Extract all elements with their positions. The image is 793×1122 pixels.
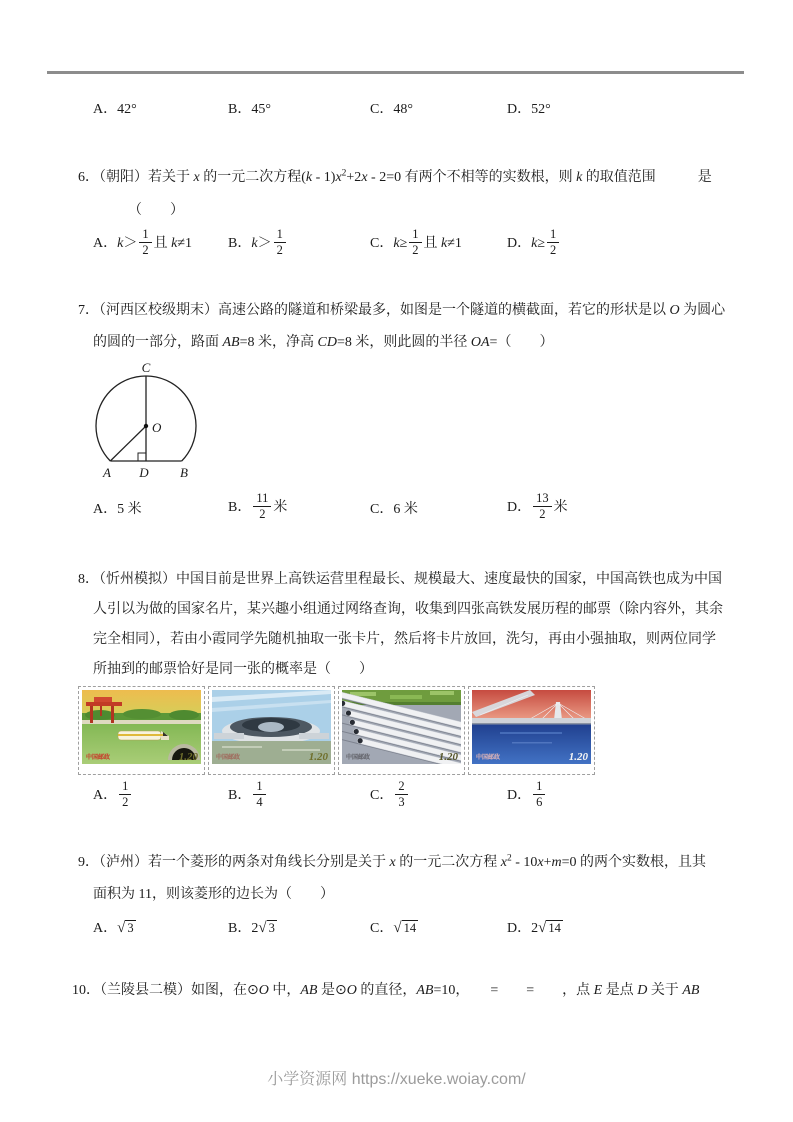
- question-8-text-line-2: 人引以为做的国家名片，某兴趣小组通过网络查询，收集到四张高铁发展历程的邮票（除内容外，其余: [93, 602, 723, 617]
- label-A: A: [103, 465, 111, 480]
- question-6-text: 6．（朝阳）若关于 x 的一元二次方程$(k - 1)x^2+2x - 2=0$ 有两个不相等的实数根，则 k 的取值范围 是: [78, 168, 712, 185]
- q8-option-c: C． $\frac{2}{3}$: [370, 781, 507, 811]
- stamp-denomination-text: 1.20: [438, 751, 458, 763]
- stamp-issuer-text: 中国邮政: [476, 755, 501, 761]
- site-footer: 小学资源网 https://xueke.woiay.com/: [267, 1071, 526, 1088]
- stamp-tunnel-train: [78, 686, 205, 775]
- question-7-text-line-2: 的圆的一部分，路面 AB=8 米，净高 CD=8 米，则此圆的半径 OA=（ ）: [93, 335, 554, 350]
- railway-station-stamp-image: [212, 690, 331, 764]
- q6-option-b: B．k＞ $\frac{1}{2}$: [228, 229, 370, 259]
- q5-option-d: D．52°: [507, 102, 551, 117]
- high-speed-train-icon: [118, 731, 169, 740]
- label-B: B: [180, 465, 188, 480]
- q7-option-b: B． $\frac{11}{2}$ 米: [228, 491, 288, 521]
- q9-option-c: C．√ 14: [370, 920, 417, 936]
- stamp-denomination-text: 1.20: [178, 751, 198, 763]
- stamp-issuer-text: 中国邮政: [86, 755, 111, 761]
- question-8-text-line-1: 8．（忻州模拟）中国目前是世界上高铁运营里程最长、规模最大、速度最快的国家，中国高铁也成为中国: [78, 572, 722, 587]
- stamp-denomination-text: 1.20: [308, 751, 328, 763]
- stamp-train-depot: [338, 686, 465, 775]
- question-6-options-row: [93, 225, 773, 263]
- q6-option-c: C．k≥ $\frac{1}{2}$ 且 k≠1: [370, 227, 462, 257]
- page-top-divider: [47, 71, 744, 74]
- q5-option-c: C．48°: [370, 102, 413, 117]
- train-depot-stamp-image: [342, 690, 461, 764]
- q8-option-a: A． $\frac{1}{2}$: [93, 781, 228, 811]
- q5-option-a: A．42°: [93, 102, 137, 117]
- q9-option-d: D．2√ 14: [507, 920, 561, 936]
- question-6-answer-blank: （ ）: [128, 203, 184, 218]
- q7-option-d: D． $\frac{13}{2}$ 米: [507, 491, 568, 521]
- question-8-text-line-4: 所抽到的邮票恰好是同一张的概率是（ ）: [93, 662, 373, 677]
- stamp-issuer-text: 中国邮政: [216, 755, 241, 761]
- stamp-denomination-text: 1.20: [568, 751, 588, 763]
- stamp-issuer-text: 中国邮政: [346, 755, 371, 761]
- stamp-images-row: [78, 686, 595, 775]
- question-8-text-line-3: 完全相同），若由小霞同学先随机抽取一张卡片，然后将卡片放回，洗匀，再由小强抽取，则两位同学: [93, 632, 716, 647]
- q6-option-a: A．k＞ $\frac{1}{2}$ 且 k≠1: [93, 227, 192, 257]
- stamp-sea-bridge: [468, 686, 595, 775]
- sea-bridge-stamp-image: [472, 690, 591, 764]
- q9-option-a: A．√ 3: [93, 920, 134, 936]
- tunnel-cross-section-diagram: [80, 358, 250, 488]
- q8-option-d: D． $\frac{1}{6}$: [507, 781, 773, 811]
- q6-option-d: D．k≥ $\frac{1}{2}$: [507, 229, 773, 259]
- label-C: C: [141, 360, 151, 375]
- q7-option-a: A．5 米: [93, 502, 142, 517]
- question-9-text-line-1: 9．（泸州）若一个菱形的两条对角线长分别是关于 x 的一元二次方程 $x^2 - 10x+m=0$ 的两个实数根，且其: [78, 853, 707, 870]
- center-point-O: [144, 424, 148, 428]
- stamp-railway-station: [208, 686, 335, 775]
- q9-option-b: B．2√ 3: [228, 920, 275, 936]
- tunnel-train-stamp-image: [82, 690, 201, 764]
- question-7-text-line-1: 7．（河西区校级期末）高速公路的隧道和桥梁最多，如图是一个隧道的横截面，若它的形状是以 O 为圆心: [78, 303, 726, 318]
- question-7-options-row: [93, 489, 773, 527]
- q7-option-c: C．6 米: [370, 502, 418, 517]
- question-5-options-row: [93, 98, 773, 118]
- q8-option-b: B． $\frac{1}{4}$: [228, 781, 370, 811]
- question-9-options-row: [93, 915, 773, 939]
- label-D: D: [139, 465, 149, 480]
- label-O: O: [152, 420, 162, 435]
- question-8-options-row: [93, 777, 773, 815]
- right-angle-mark: [138, 453, 146, 461]
- question-10-text-line-1: 10．（兰陵县二模）如图，在⊙O 中，AB 是⊙O 的直径，AB=10， = = ，点 E 是点 D 关于 AB: [72, 983, 700, 998]
- question-9-text-line-2: 面积为 11，则该菱形的边长为（ ）: [93, 887, 334, 902]
- radius-OA: [110, 426, 146, 461]
- q5-option-b: B．45°: [228, 102, 271, 117]
